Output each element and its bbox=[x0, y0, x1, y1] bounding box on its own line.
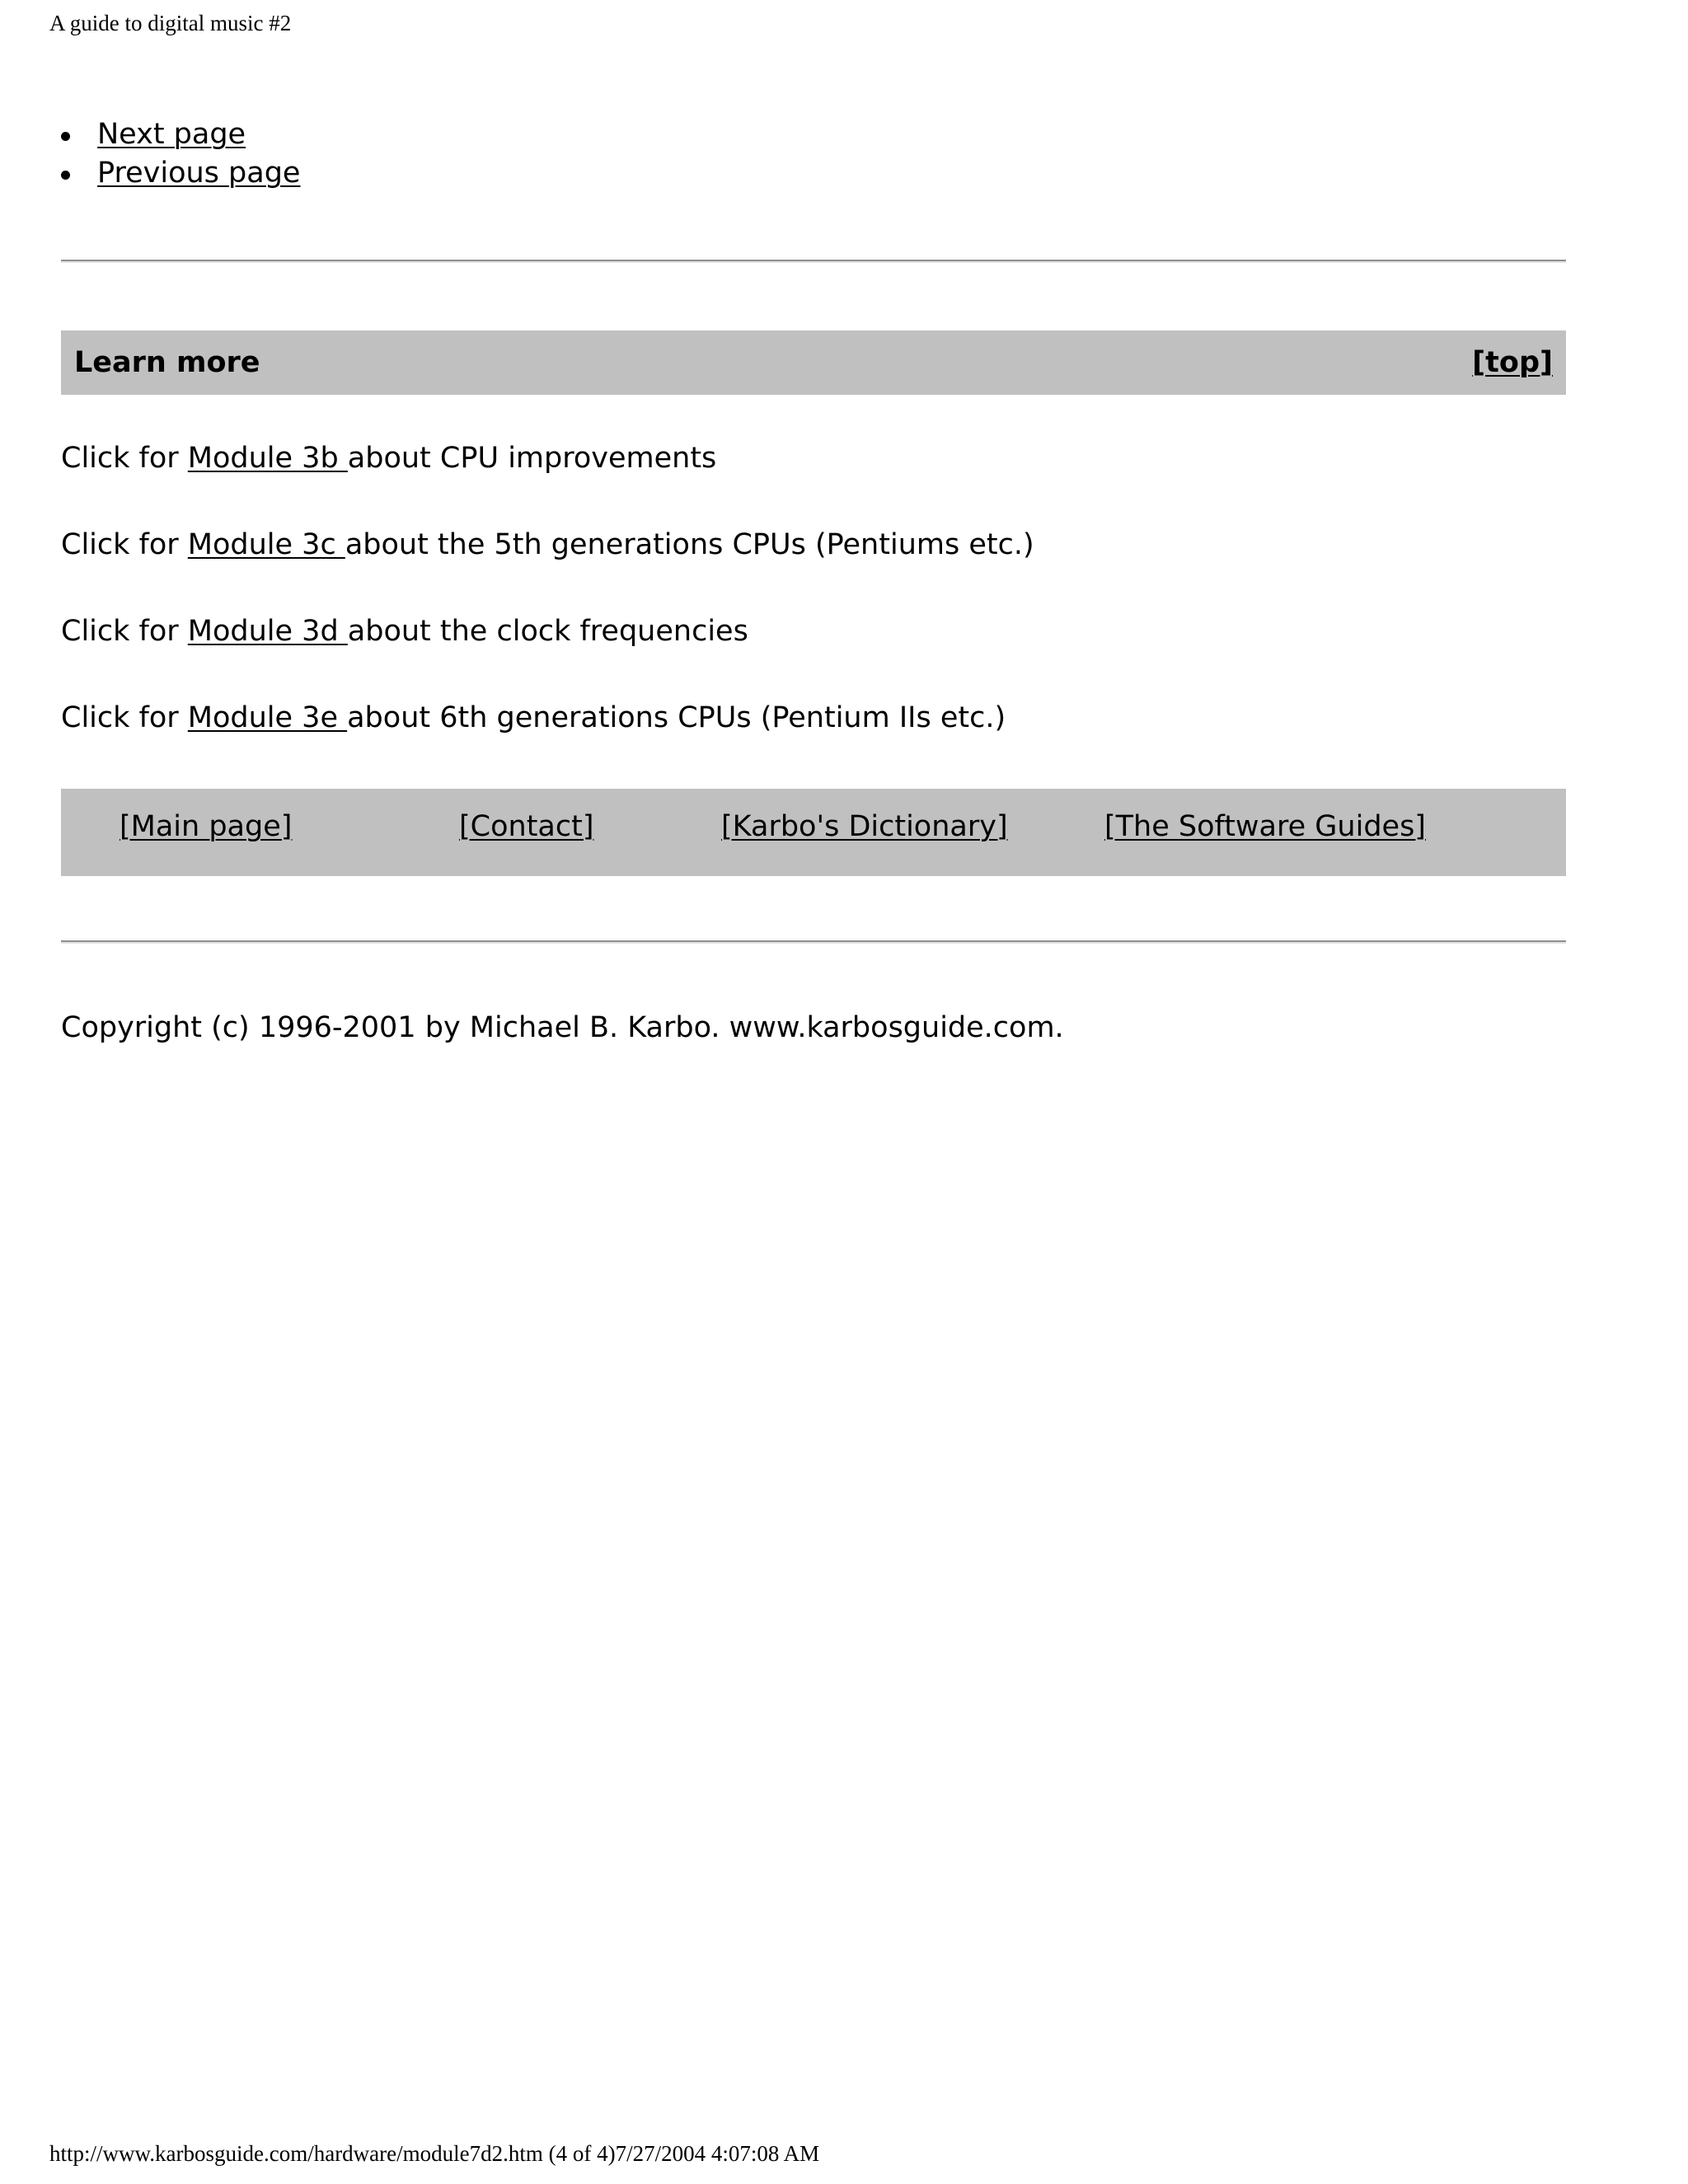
main-page-link[interactable]: [Main page] bbox=[120, 810, 293, 843]
learn-more-bar bbox=[61, 330, 1566, 395]
copyright-text: Copyright (c) 1996-2001 by Michael B. Karbo. www.karbosguide.com. bbox=[61, 1011, 1064, 1044]
module-3d-link[interactable]: Module 3d bbox=[187, 615, 348, 648]
list-item bbox=[61, 154, 300, 193]
list-item bbox=[61, 115, 300, 154]
bullet-icon bbox=[61, 132, 70, 141]
learn-more-heading: Learn more bbox=[74, 346, 260, 379]
module-prefix: Click for bbox=[61, 528, 188, 561]
top-link[interactable]: [top] bbox=[1472, 346, 1553, 379]
module-prefix: Click for bbox=[61, 442, 188, 475]
module-3e-link[interactable]: Module 3e bbox=[187, 701, 348, 734]
contact-link[interactable]: [Contact] bbox=[459, 810, 594, 843]
bullet-icon bbox=[61, 171, 70, 180]
print-header-title: A guide to digital music #2 bbox=[49, 11, 292, 35]
module-description: about CPU improvements bbox=[347, 442, 717, 475]
previous-page-link[interactable]: Previous page bbox=[97, 157, 301, 190]
module-prefix: Click for bbox=[61, 615, 188, 648]
software-guides-link[interactable]: [The Software Guides] bbox=[1104, 810, 1426, 843]
dictionary-link[interactable]: [Karbo's Dictionary] bbox=[721, 810, 1008, 843]
module-description: about the clock frequencies bbox=[347, 615, 748, 648]
module-description: about the 5th generations CPUs (Pentiums etc.) bbox=[345, 528, 1034, 561]
horizontal-divider bbox=[61, 940, 1566, 944]
footer-navigation-bar bbox=[61, 789, 1566, 876]
module-3c-link[interactable]: Module 3c bbox=[187, 528, 345, 561]
module-line-3b bbox=[61, 439, 716, 477]
page-navigation-list bbox=[61, 115, 300, 193]
next-page-link[interactable]: Next page bbox=[97, 118, 246, 151]
module-description: about 6th generations CPUs (Pentium IIs etc.) bbox=[347, 701, 1006, 734]
horizontal-divider bbox=[61, 260, 1566, 263]
module-3b-link[interactable]: Module 3b bbox=[187, 442, 348, 475]
module-line-3d bbox=[61, 612, 748, 650]
module-line-3e bbox=[61, 699, 1006, 737]
module-line-3c bbox=[61, 526, 1034, 564]
print-footer-url: http://www.karbosguide.com/hardware/module7d2.htm (4 of 4)7/27/2004 4:07:08 AM bbox=[49, 2141, 820, 2166]
module-prefix: Click for bbox=[61, 701, 188, 734]
